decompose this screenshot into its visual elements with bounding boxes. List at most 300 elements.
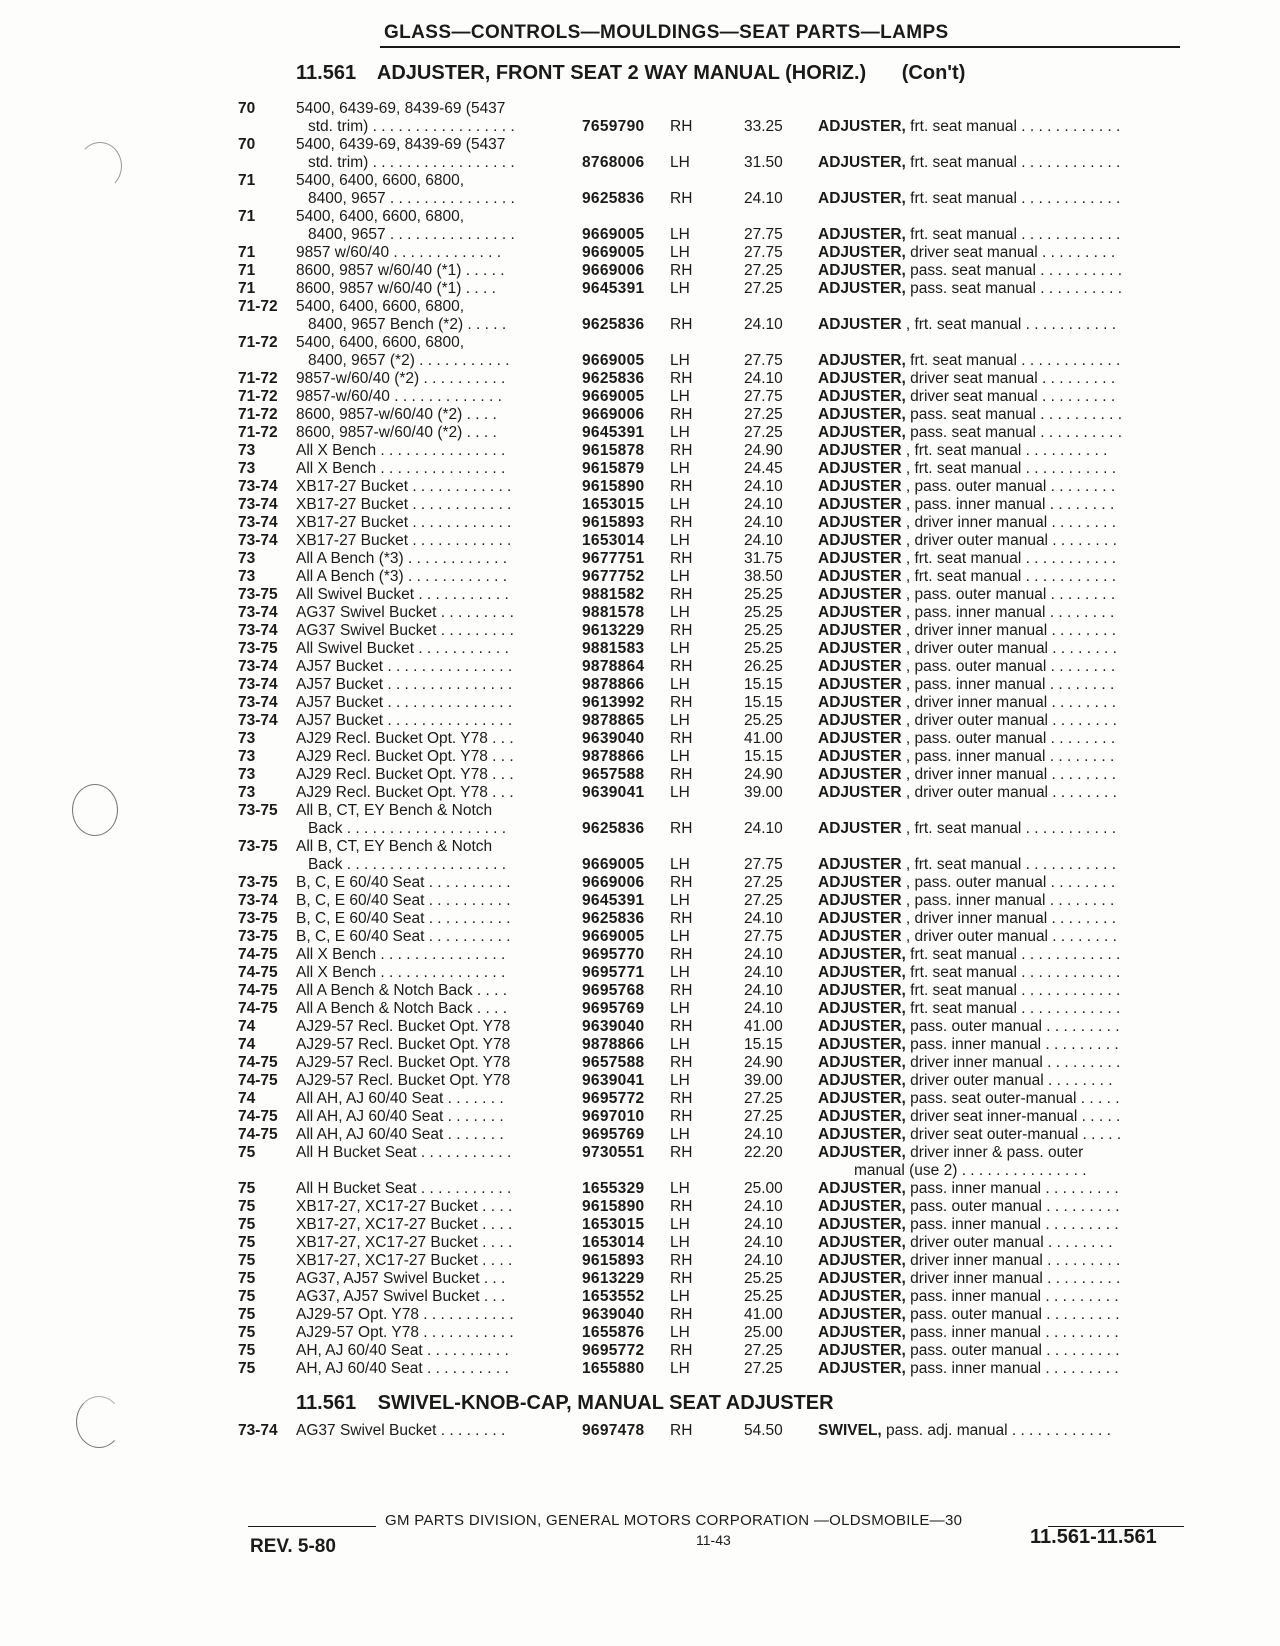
- part-detail: , driver outer manual . . . . . . . .: [901, 532, 1117, 549]
- model-line: All Swivel Bucket . . . . . . . . . . .: [296, 640, 509, 657]
- model-description: [296, 1054, 510, 1072]
- model-line: XB17-27, XC17-27 Bucket . . . .: [296, 1234, 513, 1251]
- side-code: RH: [670, 1144, 693, 1161]
- part-description: [818, 424, 1122, 442]
- price: 27.25: [744, 1342, 783, 1359]
- model-description: [296, 1198, 512, 1216]
- part-detail: frt. seat manual . . . . . . . . . . . .: [905, 982, 1121, 999]
- table-row: [0, 1324, 1280, 1342]
- part-detail: , pass. inner manual . . . . . . . .: [901, 892, 1115, 909]
- part-name: ADJUSTER,: [818, 964, 906, 981]
- part-number: 9695771: [582, 964, 645, 981]
- side-code: LH: [670, 1180, 690, 1197]
- part-detail: , frt. seat manual . . . . . . . . . . .: [901, 316, 1117, 333]
- model-description: [296, 532, 511, 550]
- model-description: [296, 928, 511, 946]
- table-row: [0, 658, 1280, 676]
- model-year: 75: [238, 1306, 256, 1323]
- part-description: [818, 1198, 1120, 1216]
- part-description: [818, 928, 1117, 946]
- part-description: [818, 982, 1120, 1000]
- table-row: [0, 748, 1280, 766]
- side-code: LH: [670, 712, 690, 729]
- model-year: 71: [238, 280, 256, 297]
- part-description: [818, 1036, 1119, 1054]
- part-number: 9695768: [582, 982, 645, 999]
- part-name: ADJUSTER,: [818, 1180, 906, 1197]
- part-name: ADJUSTER,: [818, 1342, 906, 1359]
- table-row: [0, 982, 1280, 1000]
- table-row: [0, 874, 1280, 892]
- model-line: 8600, 9857-w/60/40 (*2) . . . .: [296, 424, 497, 441]
- side-code: RH: [670, 658, 693, 675]
- part-description: [818, 280, 1122, 298]
- price: 39.00: [744, 784, 783, 801]
- part-number: 9613992: [582, 694, 645, 711]
- part-description: [818, 316, 1116, 334]
- price: 27.25: [744, 1090, 783, 1107]
- part-name: ADJUSTER,: [818, 1234, 906, 1251]
- part-name: ADJUSTER: [818, 514, 902, 531]
- part-name: ADJUSTER,: [818, 1288, 906, 1305]
- side-code: RH: [670, 730, 693, 747]
- part-detail: , frt. seat manual . . . . . . . . . . .: [901, 568, 1117, 585]
- side-code: LH: [670, 964, 690, 981]
- side-code: LH: [670, 460, 690, 477]
- table-row: [0, 586, 1280, 604]
- model-year: 73: [238, 550, 256, 567]
- model-line: XB17-27, XC17-27 Bucket . . . .: [296, 1216, 513, 1233]
- model-line: All X Bench . . . . . . . . . . . . . . .: [296, 964, 506, 981]
- model-line: AJ29-57 Opt. Y78 . . . . . . . . . . .: [296, 1306, 514, 1323]
- model-line: AJ29-57 Recl. Bucket Opt. Y78: [296, 1018, 511, 1035]
- section-number: 11.561: [296, 1392, 357, 1414]
- part-detail: , pass. outer manual . . . . . . . .: [901, 874, 1116, 891]
- side-code: LH: [670, 532, 690, 549]
- table-row: [0, 514, 1280, 532]
- table-row: [0, 1054, 1280, 1072]
- part-description: [818, 622, 1116, 640]
- part-description: [818, 604, 1114, 622]
- part-description: [818, 388, 1115, 406]
- price: 25.00: [744, 1180, 783, 1197]
- table-row: [0, 784, 1280, 802]
- side-code: RH: [670, 622, 693, 639]
- model-line: AJ57 Bucket . . . . . . . . . . . . . . .: [296, 658, 513, 675]
- part-detail: pass. outer manual . . . . . . . . .: [905, 1198, 1120, 1215]
- part-number: 9695772: [582, 1342, 645, 1359]
- part-description: [818, 352, 1120, 370]
- part-name: ADJUSTER: [818, 568, 902, 585]
- part-description: [818, 550, 1116, 568]
- part-name: ADJUSTER: [818, 892, 902, 909]
- part-number: 9615890: [582, 1198, 645, 1215]
- model-year: 75: [238, 1342, 256, 1359]
- model-year: 71: [238, 208, 256, 225]
- side-code: RH: [670, 1306, 693, 1323]
- part-number: 9669005: [582, 244, 645, 261]
- part-description: [818, 856, 1116, 874]
- part-description: [818, 1234, 1113, 1252]
- side-code: RH: [670, 514, 693, 531]
- model-year: 73: [238, 442, 256, 459]
- footer-page-number: 11-43: [696, 1532, 731, 1548]
- part-name: ADJUSTER: [818, 910, 902, 927]
- model-description: [296, 496, 511, 514]
- part-detail: pass. seat manual . . . . . . . . . .: [905, 262, 1123, 279]
- model-year: 71: [238, 172, 256, 189]
- price: 38.50: [744, 568, 783, 585]
- side-code: RH: [670, 982, 693, 999]
- part-name: ADJUSTER: [818, 784, 902, 801]
- table-row: [0, 388, 1280, 406]
- part-number: 9730551: [582, 1144, 645, 1161]
- table-row: [0, 640, 1280, 658]
- model-line: std. trim) . . . . . . . . . . . . . . . . .: [308, 154, 515, 171]
- model-description: [296, 712, 512, 730]
- part-detail: pass. outer manual . . . . . . . . .: [905, 1306, 1120, 1323]
- model-description: [296, 1126, 504, 1144]
- model-line: All AH, AJ 60/40 Seat . . . . . . .: [296, 1126, 504, 1143]
- part-number: 1653014: [582, 1234, 645, 1251]
- model-line: B, C, E 60/40 Seat . . . . . . . . . .: [296, 892, 511, 909]
- model-year: 71: [238, 262, 256, 279]
- part-detail: pass. inner manual . . . . . . . . .: [905, 1036, 1119, 1053]
- model-line: AJ29-57 Opt. Y78 . . . . . . . . . . .: [296, 1324, 514, 1341]
- side-code: RH: [670, 478, 693, 495]
- part-name: ADJUSTER,: [818, 1144, 906, 1161]
- model-line: XB17-27 Bucket . . . . . . . . . . . .: [296, 496, 512, 513]
- model-description: [296, 550, 507, 568]
- table-row: [0, 1306, 1280, 1324]
- table-row: [0, 1198, 1280, 1216]
- model-description: [296, 1252, 512, 1270]
- section-heading-swivel: [296, 1392, 834, 1415]
- price: 31.50: [744, 154, 783, 171]
- model-line: All AH, AJ 60/40 Seat . . . . . . .: [296, 1108, 504, 1125]
- model-line: All A Bench & Notch Back . . . .: [296, 1000, 508, 1017]
- part-detail: pass. outer manual . . . . . . . . .: [905, 1342, 1120, 1359]
- model-description: [296, 280, 496, 298]
- model-year: 75: [238, 1288, 256, 1305]
- table-row: [0, 244, 1280, 262]
- footer-rule-left: [248, 1526, 376, 1527]
- model-year: 73-75: [238, 928, 278, 945]
- part-detail: , pass. inner manual . . . . . . . .: [901, 604, 1115, 621]
- part-name: ADJUSTER,: [818, 262, 906, 279]
- model-year: 70: [238, 100, 256, 117]
- price: 15.15: [744, 1036, 783, 1053]
- model-line: AH, AJ 60/40 Seat . . . . . . . . . .: [296, 1360, 509, 1377]
- table-row: [0, 1252, 1280, 1270]
- part-number: 9669005: [582, 226, 645, 243]
- price: 15.15: [744, 694, 783, 711]
- model-year: 73-74: [238, 712, 278, 729]
- price: 27.25: [744, 406, 783, 423]
- side-code: LH: [670, 928, 690, 945]
- model-description: [296, 442, 505, 460]
- part-number: 9645391: [582, 892, 645, 909]
- price: 25.25: [744, 586, 783, 603]
- price: 41.00: [744, 1306, 783, 1323]
- part-number: 8768006: [582, 154, 645, 171]
- model-line: B, C, E 60/40 Seat . . . . . . . . . .: [296, 928, 511, 945]
- part-detail: frt. seat manual . . . . . . . . . . . .: [905, 190, 1121, 207]
- model-description: [296, 406, 497, 424]
- table-row: [0, 262, 1280, 280]
- part-number: 9695769: [582, 1000, 645, 1017]
- model-year: 73-74: [238, 478, 278, 495]
- model-line: std. trim) . . . . . . . . . . . . . . . . .: [308, 118, 515, 135]
- part-description: [818, 370, 1115, 388]
- model-year: 73: [238, 748, 256, 765]
- side-code: RH: [670, 1090, 693, 1107]
- part-detail: frt. seat manual . . . . . . . . . . . .: [905, 964, 1121, 981]
- part-number: 9639040: [582, 1306, 645, 1323]
- price: 27.75: [744, 928, 783, 945]
- price: 24.10: [744, 496, 783, 513]
- part-name: ADJUSTER,: [818, 1126, 906, 1143]
- section-continued-note: (Con't): [901, 62, 966, 84]
- part-description: [818, 442, 1107, 460]
- part-number: 9639040: [582, 730, 645, 747]
- price: 24.10: [744, 316, 783, 333]
- part-number: 1655880: [582, 1360, 645, 1377]
- part-description: [818, 514, 1116, 532]
- part-description: [818, 226, 1120, 244]
- model-line: 8400, 9657 . . . . . . . . . . . . . . .: [308, 226, 515, 243]
- model-year: 73-75: [238, 838, 278, 855]
- model-year: 71-72: [238, 388, 278, 405]
- side-code: LH: [670, 424, 690, 441]
- part-description: [818, 118, 1120, 136]
- model-description: [296, 802, 506, 838]
- model-year: 73-75: [238, 640, 278, 657]
- part-name: ADJUSTER: [818, 532, 902, 549]
- part-detail: , pass. outer manual . . . . . . . .: [901, 658, 1116, 675]
- model-year: 73-74: [238, 532, 278, 549]
- side-code: LH: [670, 568, 690, 585]
- part-detail: , driver outer manual . . . . . . . .: [901, 784, 1117, 801]
- part-description: [818, 820, 1116, 838]
- table-row: [0, 1090, 1280, 1108]
- price: 24.10: [744, 1216, 783, 1233]
- part-description: [818, 892, 1114, 910]
- model-description: [296, 730, 514, 748]
- part-name: SWIVEL,: [818, 1422, 882, 1439]
- model-line: AJ57 Bucket . . . . . . . . . . . . . . .: [296, 676, 513, 693]
- side-code: RH: [670, 820, 693, 837]
- model-line: AG37 Swivel Bucket . . . . . . . . .: [296, 622, 514, 639]
- price: 27.75: [744, 244, 783, 261]
- part-name: ADJUSTER: [818, 874, 902, 891]
- section-title: SWIVEL-KNOB-CAP, MANUAL SEAT ADJUSTER: [377, 1392, 834, 1414]
- part-detail: frt. seat manual . . . . . . . . . . . .: [905, 1000, 1121, 1017]
- model-year: 73: [238, 766, 256, 783]
- model-description: [296, 604, 514, 622]
- part-name: ADJUSTER: [818, 316, 902, 333]
- part-number: 9878866: [582, 676, 645, 693]
- part-description: [818, 1270, 1120, 1288]
- part-detail: , driver inner manual . . . . . . . .: [901, 766, 1117, 783]
- side-code: RH: [670, 442, 693, 459]
- section-heading-adjuster: [296, 62, 965, 85]
- part-number: 9669006: [582, 262, 645, 279]
- part-number: 9613229: [582, 1270, 645, 1287]
- price: 24.10: [744, 1126, 783, 1143]
- part-description: [818, 406, 1122, 424]
- price: 24.10: [744, 946, 783, 963]
- model-description: [296, 298, 506, 334]
- model-year: 75: [238, 1252, 256, 1269]
- table-row: [0, 100, 1280, 136]
- part-detail: frt. seat manual . . . . . . . . . . . .: [905, 946, 1121, 963]
- model-year: 75: [238, 1216, 256, 1233]
- side-code: LH: [670, 352, 690, 369]
- part-number: 1653552: [582, 1288, 645, 1305]
- part-name: ADJUSTER: [818, 586, 902, 603]
- part-description: [818, 1288, 1119, 1306]
- price: 54.50: [744, 1422, 783, 1439]
- part-description: [818, 460, 1116, 478]
- price: 24.10: [744, 478, 783, 495]
- part-detail: , frt. seat manual . . . . . . . . . .: [901, 442, 1108, 459]
- part-description: [818, 1108, 1120, 1126]
- model-description: [296, 658, 512, 676]
- model-line: All A Bench & Notch Back . . . .: [296, 982, 508, 999]
- part-description: [818, 1090, 1120, 1108]
- model-description: [296, 100, 515, 136]
- part-number: 9697478: [582, 1422, 645, 1439]
- model-year: 73: [238, 730, 256, 747]
- table-row: [0, 766, 1280, 784]
- model-description: [296, 136, 515, 172]
- model-year: 73-74: [238, 676, 278, 693]
- model-description: [296, 244, 501, 262]
- part-name: ADJUSTER,: [818, 244, 906, 261]
- model-description: [296, 478, 511, 496]
- table-row: [0, 622, 1280, 640]
- price: 24.10: [744, 1000, 783, 1017]
- part-detail: frt. seat manual . . . . . . . . . . . .: [905, 352, 1121, 369]
- part-name: ADJUSTER,: [818, 388, 906, 405]
- part-description: [818, 874, 1115, 892]
- part-number: 9639041: [582, 1072, 645, 1089]
- part-name: ADJUSTER: [818, 460, 902, 477]
- price: 27.25: [744, 424, 783, 441]
- part-number: 9615879: [582, 460, 645, 477]
- price: 27.25: [744, 874, 783, 891]
- price: 24.10: [744, 1198, 783, 1215]
- model-line: AJ29 Recl. Bucket Opt. Y78 . . .: [296, 784, 514, 801]
- part-description: [818, 1180, 1119, 1198]
- table-row: [0, 208, 1280, 244]
- footer-publisher: GM PARTS DIVISION, GENERAL MOTORS CORPORATION —OLDSMOBILE—30: [385, 1512, 963, 1529]
- part-detail: , pass. inner manual . . . . . . . .: [901, 676, 1115, 693]
- part-description: [818, 730, 1115, 748]
- part-detail: , driver outer manual . . . . . . . .: [901, 640, 1117, 657]
- section-number: 11.561: [296, 62, 357, 84]
- table-row: [0, 1108, 1280, 1126]
- price: 24.10: [744, 370, 783, 387]
- model-line: 9857-w/60/40 (*2) . . . . . . . . . .: [296, 370, 506, 387]
- model-description: [296, 568, 507, 586]
- model-year: 71-72: [238, 298, 278, 315]
- side-code: RH: [670, 406, 693, 423]
- model-line: XB17-27 Bucket . . . . . . . . . . . .: [296, 478, 512, 495]
- model-line: 5400, 6400, 6600, 6800,: [296, 208, 465, 225]
- table-row: [0, 532, 1280, 550]
- side-code: LH: [670, 1126, 690, 1143]
- model-line: 5400, 6400, 6600, 6800,: [296, 298, 465, 315]
- part-detail: driver inner manual . . . . . . . . .: [905, 1252, 1121, 1269]
- part-number: 9657588: [582, 766, 645, 783]
- part-name: ADJUSTER,: [818, 1090, 906, 1107]
- part-description: [818, 946, 1120, 964]
- part-detail: pass. adj. manual . . . . . . . . . . . .: [881, 1422, 1111, 1439]
- part-name: ADJUSTER: [818, 928, 902, 945]
- model-description: [296, 1108, 504, 1126]
- price: 27.75: [744, 352, 783, 369]
- part-number: 9615878: [582, 442, 645, 459]
- part-detail: driver outer manual . . . . . . . .: [905, 1234, 1113, 1251]
- price: 31.75: [744, 550, 783, 567]
- part-description: [818, 766, 1116, 784]
- page-header-title: GLASS—CONTROLS—MOULDINGS—SEAT PARTS—LAMPS: [384, 22, 949, 43]
- side-code: LH: [670, 388, 690, 405]
- parts-list-swivel: [0, 1422, 1280, 1440]
- part-detail: pass. inner manual . . . . . . . . .: [905, 1360, 1119, 1377]
- model-year: 73-74: [238, 694, 278, 711]
- model-line: AJ29-57 Recl. Bucket Opt. Y78: [296, 1054, 511, 1071]
- table-row: [0, 496, 1280, 514]
- table-row: [0, 334, 1280, 370]
- side-code: RH: [670, 910, 693, 927]
- model-line: All B, CT, EY Bench & Notch: [296, 838, 493, 855]
- model-description: [296, 424, 497, 442]
- part-name: ADJUSTER,: [818, 370, 906, 387]
- price: 24.10: [744, 1234, 783, 1251]
- table-row: [0, 928, 1280, 946]
- model-year: 74-75: [238, 1000, 278, 1017]
- model-year: 74-75: [238, 964, 278, 981]
- part-detail: , frt. seat manual . . . . . . . . . . .: [901, 460, 1117, 477]
- part-detail: driver inner manual . . . . . . . . .: [905, 1054, 1121, 1071]
- model-year: 74-75: [238, 1108, 278, 1125]
- part-detail: driver seat outer-manual . . . . .: [905, 1126, 1122, 1143]
- model-year: 71-72: [238, 424, 278, 441]
- part-detail: driver inner & pass. outer: [905, 1144, 1084, 1161]
- model-description: [296, 1422, 505, 1440]
- model-year: 75: [238, 1360, 256, 1377]
- side-code: RH: [670, 586, 693, 603]
- model-year: 75: [238, 1180, 256, 1197]
- model-line: B, C, E 60/40 Seat . . . . . . . . . .: [296, 874, 511, 891]
- model-line: 5400, 6439-69, 8439-69 (5437: [296, 100, 506, 117]
- part-name: ADJUSTER,: [818, 1216, 906, 1233]
- part-detail: , frt. seat manual . . . . . . . . . . .: [901, 550, 1117, 567]
- part-detail: pass. inner manual . . . . . . . . .: [905, 1288, 1119, 1305]
- table-row: [0, 550, 1280, 568]
- part-detail-continued: manual (use 2) . . . . . . . . . . . . . . .: [854, 1162, 1087, 1179]
- model-line: 9857 w/60/40 . . . . . . . . . . . . .: [296, 244, 502, 261]
- table-row: [0, 1000, 1280, 1018]
- model-year: 73-74: [238, 496, 278, 513]
- part-detail: driver seat manual . . . . . . . . .: [905, 388, 1116, 405]
- part-name: ADJUSTER: [818, 856, 902, 873]
- side-code: LH: [670, 1324, 690, 1341]
- part-description: [818, 478, 1115, 496]
